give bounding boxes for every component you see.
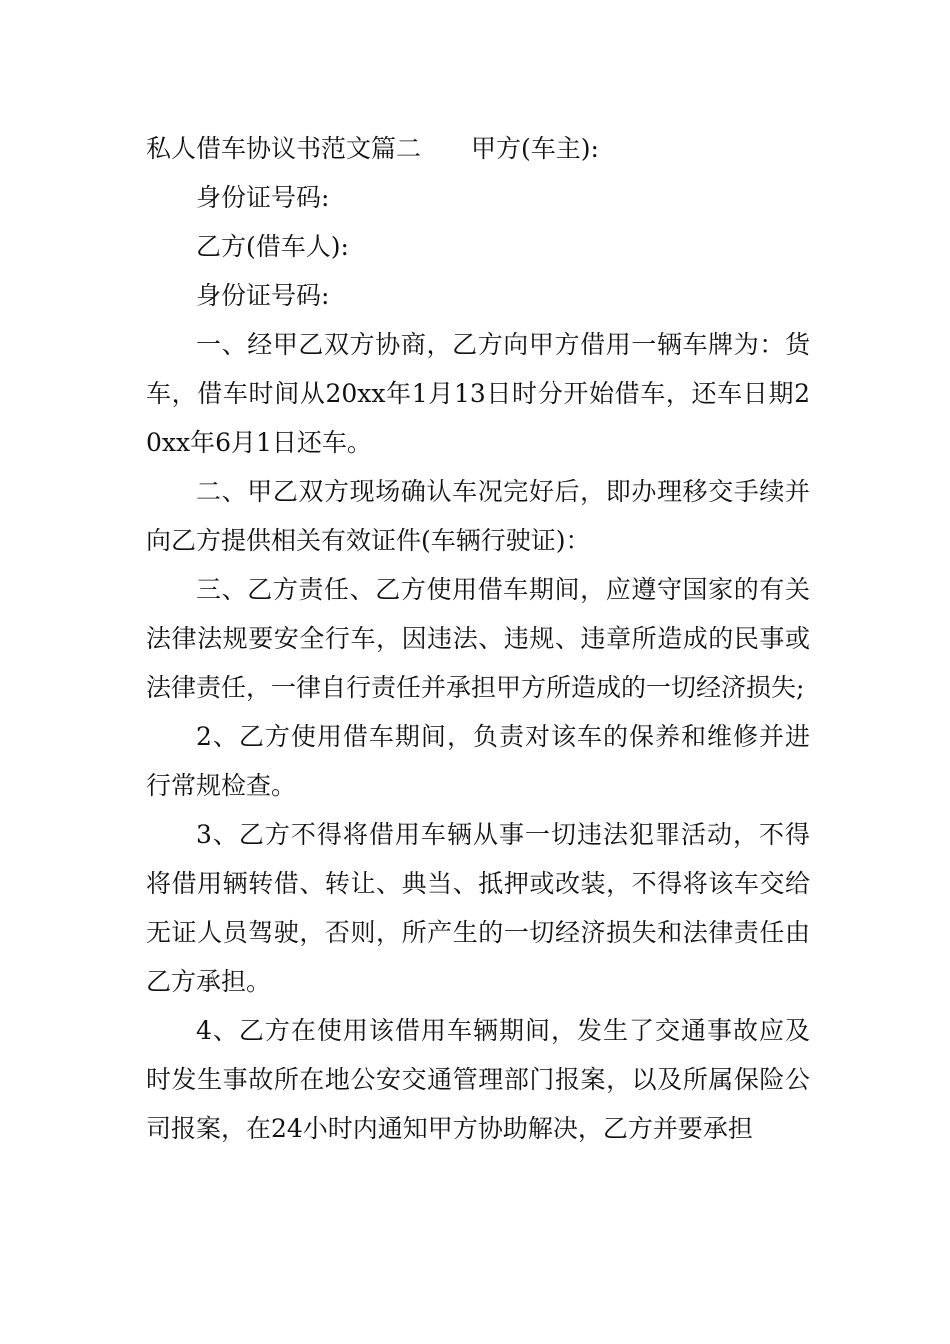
party-b-id-line: 身份证号码: (196, 281, 330, 310)
clause-2: 二、甲乙双方现场确认车况完好后，即办理移交手续并向乙方提供相关有效证件(车辆行驶证)： (146, 477, 810, 555)
document-title: 私人借车协议书范文篇二 (146, 134, 422, 163)
clause-3-item-3: 3、乙方不得将借用车辆从事一切违法犯罪活动，不得将借用辆转借、转让、典当、抵押或改装，不得将该车交给无证人员驾驶，否则，所产生的一切经济损失和法律责任由乙方承担。 (146, 820, 810, 996)
party-a-label: 甲方(车主): (471, 134, 599, 163)
clause-3-item-4: 4、乙方在使用该借用车辆期间，发生了交通事故应及时发生事故所在地公安交通管理部门报案，以及所属保险公司报案，在24小时内通知甲方协助解决，乙方并要承担 (146, 1016, 810, 1143)
clause-3: 三、乙方责任、乙方使用借车期间，应遵守国家的有关法律法规要安全行车，因违法、违规、违章所造成的民事或法律责任，一律自行责任并承担甲方所造成的一切经济损失; (146, 575, 810, 702)
party-b-line: 乙方(借车人): (196, 232, 349, 261)
clause-3-item-2: 2、乙方使用借车期间，负责对该车的保养和维修并进行常规检查。 (146, 722, 810, 800)
document-body (146, 124, 810, 1153)
clause-1: 一、经甲乙双方协商，乙方向甲方借用一辆车牌为：货车，借车时间从20xx年1月13日时分开始借车，还车日期20xx年6月1日还车。 (146, 330, 810, 457)
party-a-id-line: 身份证号码: (196, 183, 330, 212)
title-line (146, 124, 810, 173)
